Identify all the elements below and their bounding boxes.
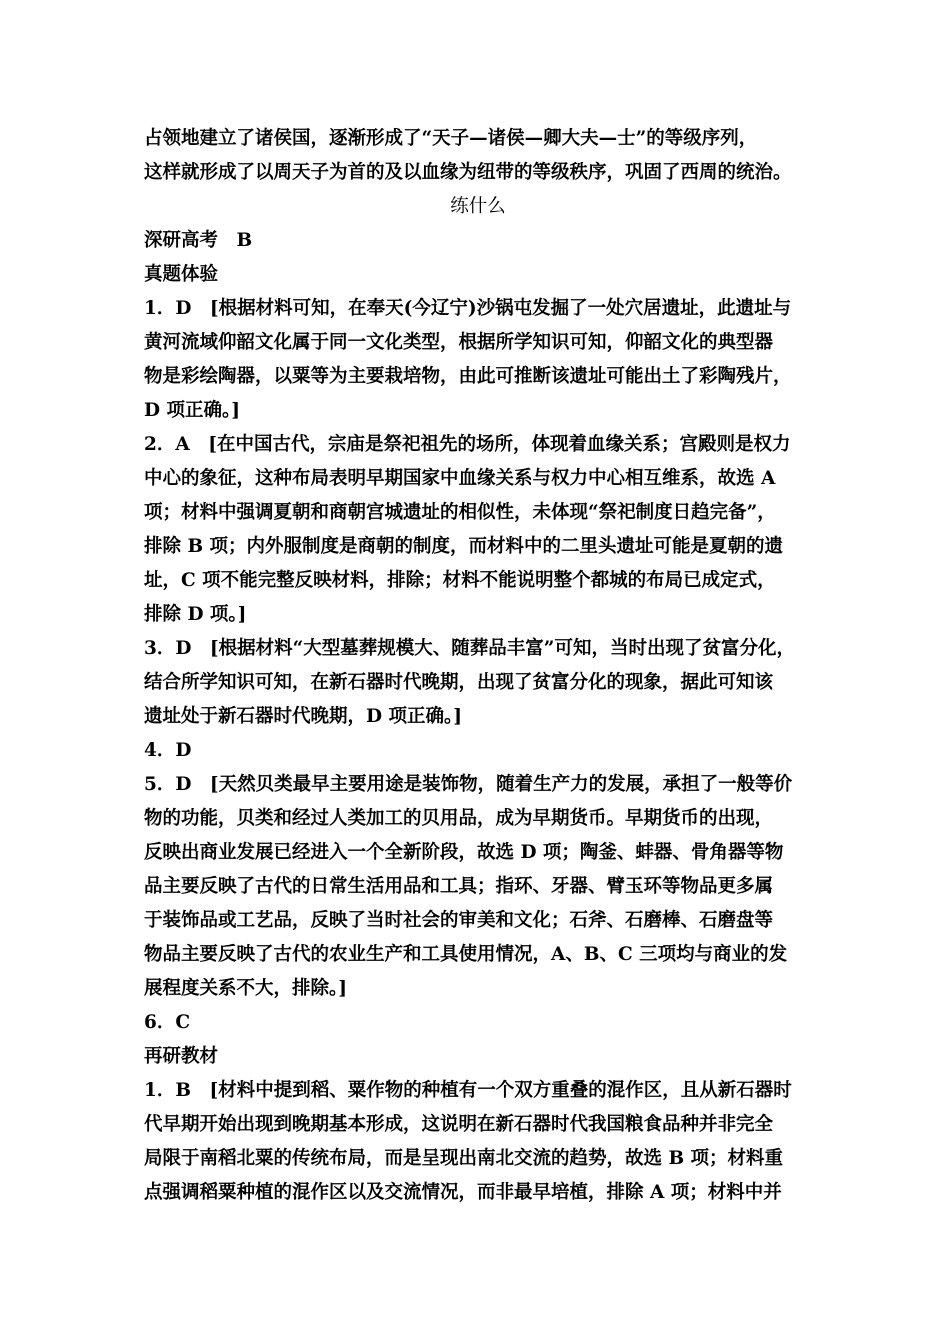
section-title: 练什么 xyxy=(450,196,506,217)
answer-5-line: 于装饰品或工艺品，反映了当时社会的审美和文化；石斧、石磨棒、石磨盘等 xyxy=(144,910,774,931)
answer-4: 4．D xyxy=(144,740,192,761)
answer-5-line: 品主要反映了古代的日常生活用品和工具；指环、牙器、臂玉环等物品更多属 xyxy=(144,876,774,897)
answer-5-line: 5．D [天然贝类最早主要用途是装饰物，随着生产力的发展，承担了一般等价 xyxy=(144,774,793,795)
answer-3-line: 结合所学知识可知，在新石器时代晚期，出现了贫富分化的现象，据此可知该 xyxy=(144,672,774,693)
answer-2-line: 中心的象征，这种布局表明早期国家中血缘关系与权力中心相互维系，故选 A xyxy=(144,468,776,489)
heading-zhenti-tiyan: 真题体验 xyxy=(144,264,219,285)
intro-line: 这样就形成了以周天子为首的及以血缘为纽带的等级秩序，巩固了西周的统治。 xyxy=(144,162,792,183)
textbook-answer-1-line: 1．B [材料中提到稻、粟作物的种植有一个双方重叠的混作区，且从新石器时 xyxy=(144,1080,792,1101)
answer-1-line: 1．D [根据材料可知，在奉天(今辽宁)沙锅屯发掘了一处穴居遗址，此遗址与 xyxy=(144,298,792,319)
answer-2-line: 排除 B 项；内外服制度是商朝的制度，而材料中的二里头遗址可能是夏朝的遗 xyxy=(144,536,784,557)
answer-2-line: 址，C 项不能完整反映材料，排除；材料不能说明整个都城的布局已成定式， xyxy=(144,570,776,591)
textbook-answer-1-line: 点强调稻粟种植的混作区以及交流情况，而非最早培植，排除 A 项；材料中并 xyxy=(144,1182,782,1203)
heading-zaiyan-jiaocai: 再研教材 xyxy=(144,1046,219,1067)
intro-line: 占领地建立了诸侯国，逐渐形成了“天子—诸侯—卿大夫—士”的等级序列， xyxy=(144,128,758,149)
answer-1-line: D 项正确。] xyxy=(144,400,240,421)
answer-5-line: 展程度关系不大，排除。] xyxy=(144,978,348,999)
heading-shenyan-gaokao: 深研高考 B xyxy=(144,230,253,251)
document-body xyxy=(144,122,812,1210)
textbook-answer-1-line: 局限于南稻北粟的传统布局，而是呈现出南北交流的趋势，故选 B 项；材料重 xyxy=(144,1148,784,1169)
answer-5-line: 物品主要反映了古代的农业生产和工具使用情况，A、B、C 三项均与商业的发 xyxy=(144,944,788,965)
answer-3-line: 3．D [根据材料“大型墓葬规模大、随葬品丰富”可知，当时出现了贫富分化， xyxy=(144,638,795,659)
answer-5-line: 反映出商业发展已经进入一个全新阶段，故选 D 项；陶釜、蚌器、骨角器等物 xyxy=(144,842,784,863)
textbook-answer-1-line: 代早期开始出现到晚期基本形成，这说明在新石器时代我国粮食品种并非完全 xyxy=(144,1114,774,1135)
answer-3-line: 遗址处于新石器时代晚期，D 项正确。] xyxy=(144,706,462,727)
answer-6: 6．C xyxy=(144,1012,191,1033)
answer-5-line: 物的功能，贝类和经过人类加工的贝用品，成为早期货币。早期货币的出现， xyxy=(144,808,774,829)
answer-2-line: 排除 D 项。] xyxy=(144,604,247,625)
answer-2-line: 2．A [在中国古代，宗庙是祭祀祖先的场所，体现着血缘关系；宫殿则是权力 xyxy=(144,434,791,455)
answer-1-line: 物是彩绘陶器，以粟等为主要栽培物，由此可推断该遗址可能出土了彩陶残片， xyxy=(144,366,792,387)
answer-1-line: 黄河流域仰韶文化属于同一文化类型，根据所学知识可知，仰韶文化的典型器 xyxy=(144,332,774,353)
answer-2-line: 项；材料中强调夏朝和商朝宫城遗址的相似性，未体现“祭祀制度日趋完备”， xyxy=(144,502,776,523)
